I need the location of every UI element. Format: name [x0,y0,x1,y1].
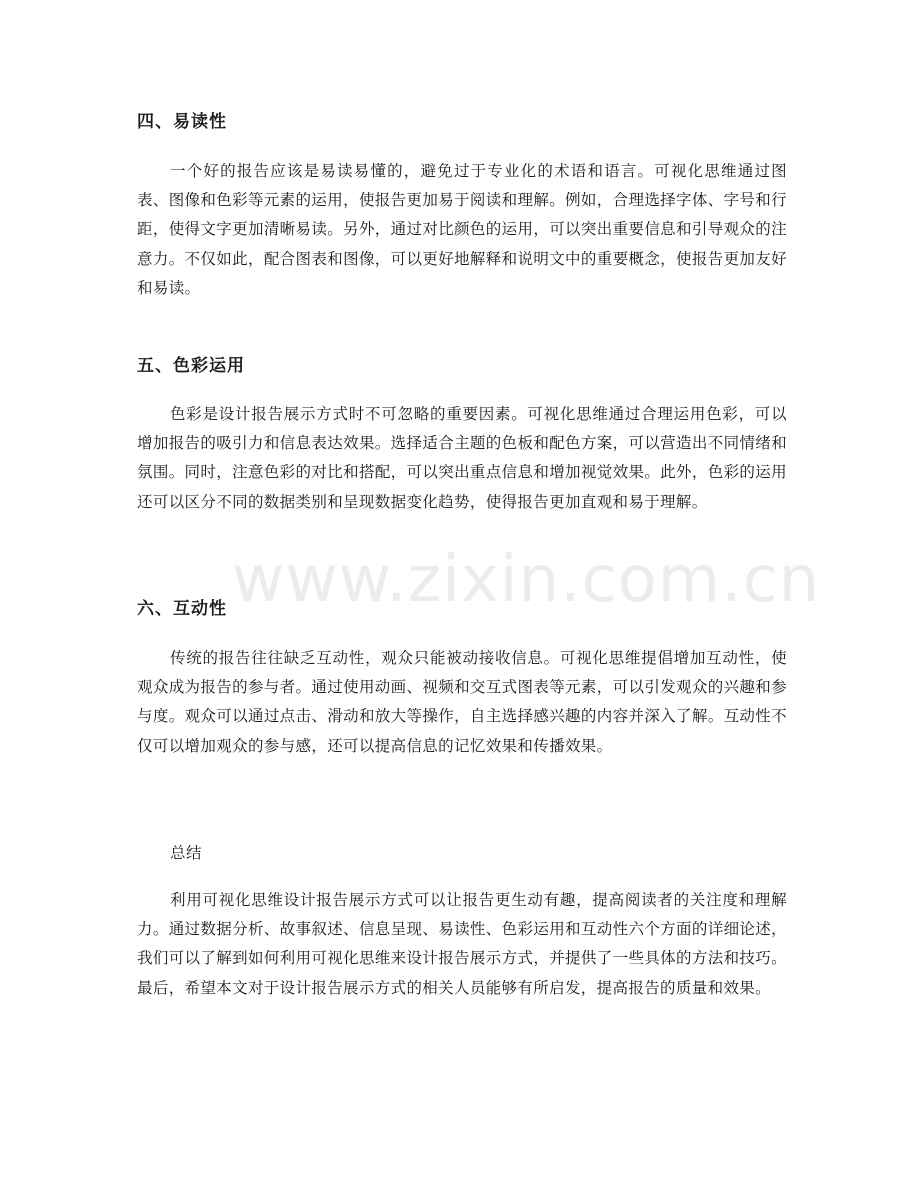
summary-label: 总结 [170,844,203,862]
section-heading-readability: 四、易读性 [137,112,227,132]
section-heading-color: 五、色彩运用 [137,356,245,376]
section-body-interactivity: 传统的报告往往缺乏互动性，观众只能被动接收信息。可视化思维提倡增加互动性，使观众成为报告的参与者。通过使用动画、视频和交互式图表等元素，可以引发观众的兴趣和参与度。观众可以通过点击、滑动和放大等操作，自主选择感兴趣的内容并深入了解。互动性不仅可以增加观众的参与感，还可以提高信息的记忆效果和传播效果。 [137,649,787,755]
section-body-readability: 一个好的报告应该是易读易懂的，避免过于专业化的术语和语言。可视化思维通过图表、图像和色彩等元素的运用，使报告更加易于阅读和理解。例如，合理选择字体、字号和行距，使得文字更加清晰易读。另外，通过对比颜色的运用，可以突出重要信息和引导观众的注意力。不仅如此，配合图表和图像，可以更好地解释和说明文中的重要概念，使报告更加友好和易读。 [137,162,787,297]
watermark: www.zixin.com.cn [232,543,821,617]
section-body-color: 色彩是设计报告展示方式时不可忽略的重要因素。可视化思维通过合理运用色彩，可以增加报告的吸引力和信息表达效果。选择适合主题的色板和配色方案，可以营造出不同情绪和氛围。同时，注意色彩的对比和搭配，可以突出重点信息和增加视觉效果。此外，色彩的运用还可以区分不同的数据类别和呈现数据变化趋势，使得报告更加直观和易于理解。 [137,405,787,511]
summary-body: 利用可视化思维设计报告展示方式可以让报告更生动有趣，提高阅读者的关注度和理解力。通过数据分析、故事叙述、信息呈现、易读性、色彩运用和互动性六个方面的详细论述，我们可以了解到如何利用可视化思维来设计报告展示方式，并提供了一些具体的方法和技巧。最后，希望本文对于设计报告展示方式的相关人员能够有所启发，提高报告的质量和效果。 [137,891,787,997]
section-heading-interactivity: 六、互动性 [137,599,227,619]
